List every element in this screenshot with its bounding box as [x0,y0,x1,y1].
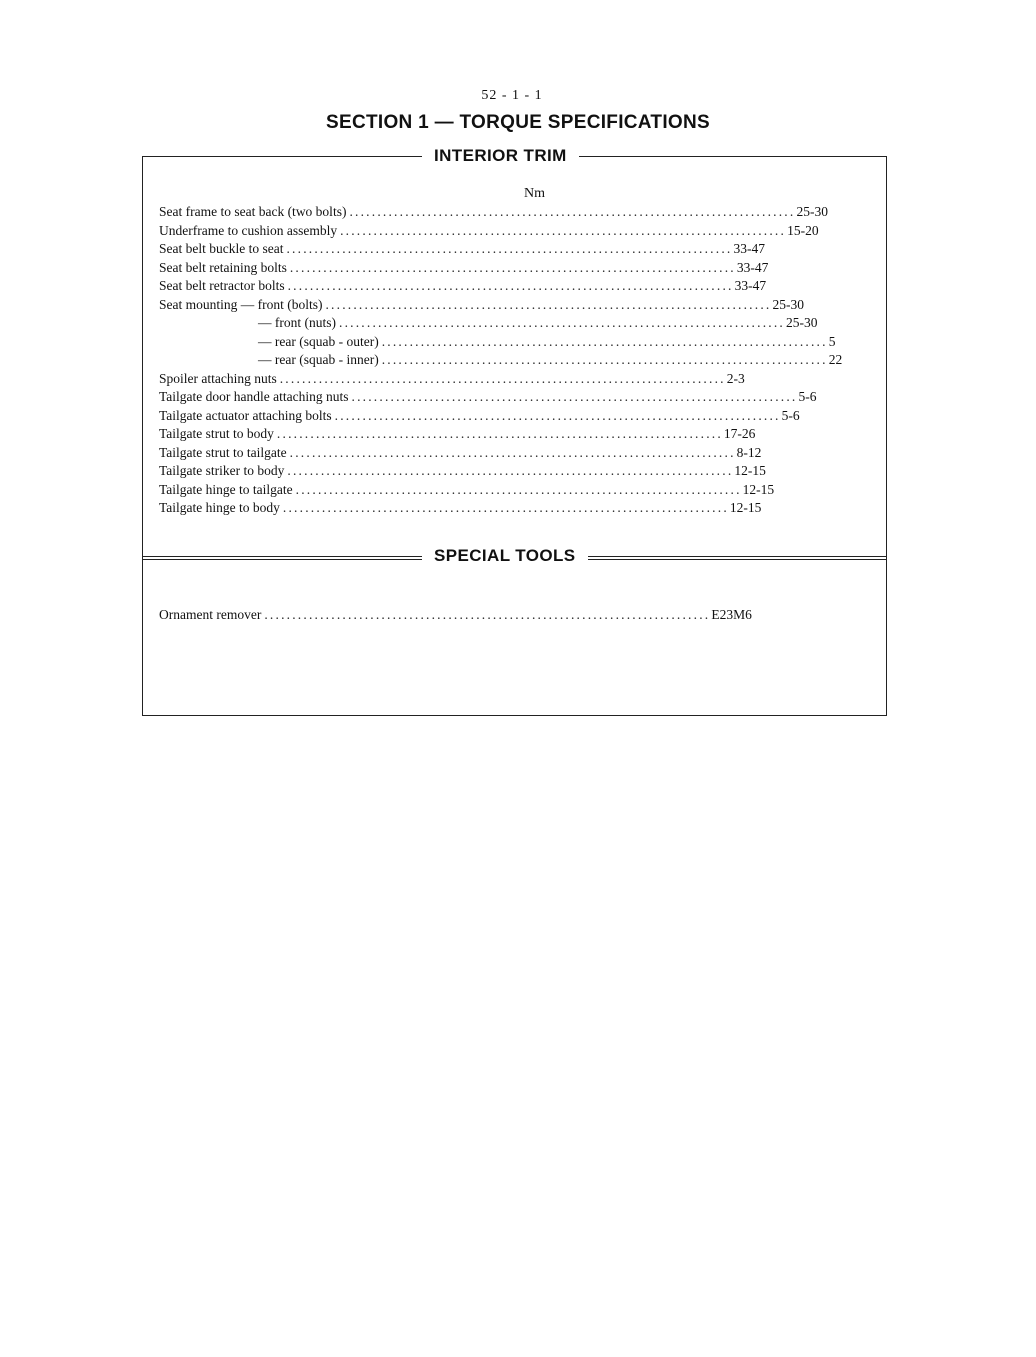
interior-trim-box [142,146,887,560]
dot-leader: ................................................................................ [381,352,828,367]
spec-value: 17-26 [723,426,756,441]
spec-value: 33-47 [734,278,767,293]
spec-label: Tailgate striker to body [159,463,285,478]
spec-label: — rear (squab - inner) [258,352,379,367]
torque-spec-row [159,203,828,222]
dot-leader: ................................................................................ [339,315,785,330]
spec-label: Tailgate hinge to body [159,500,280,515]
spec-value: 5 [828,333,836,349]
heading-rule-left [142,156,422,157]
spec-value: 5-6 [798,389,817,404]
spec-value: 25-30 [772,296,804,312]
interior-trim-heading: INTERIOR TRIM [422,146,579,166]
spec-label: Tailgate door handle attaching nuts [159,389,349,404]
spec-value: 2-3 [726,370,745,386]
torque-spec-row [159,425,756,444]
spec-value: 5-6 [781,407,800,423]
torque-spec-row [159,277,767,296]
heading-rule-right [579,156,887,157]
dot-leader: ................................................................................ [289,259,736,275]
dot-leader: ................................................................................ [381,333,828,349]
spec-value: 8-12 [736,444,762,460]
spec-value: 33-47 [736,259,769,275]
torque-spec-row [159,222,819,241]
spec-label: Tailgate hinge to tailgate [159,481,293,497]
torque-spec-row [159,388,817,407]
unit-header: Nm [524,186,545,201]
spec-label: — rear (squab - outer) [258,333,379,349]
spec-value: 25-30 [786,315,818,330]
torque-spec-row [159,407,800,426]
spec-value: 12-15 [742,481,775,497]
dot-leader: ................................................................................ [289,444,736,460]
spec-value: 15-20 [787,222,819,238]
page-number: 52 - 1 - 1 [481,88,543,103]
special-tools-list [159,606,752,625]
torque-spec-row [159,370,745,389]
spec-label: Seat belt buckle to seat [159,241,284,256]
torque-spec-row [159,462,766,481]
dot-leader: ................................................................................ [349,204,796,219]
spec-label: Seat belt retaining bolts [159,259,287,275]
dot-leader: ................................................................................ [287,463,734,478]
spec-label: Tailgate actuator attaching bolts [159,407,332,423]
dot-leader: ................................................................................ [276,426,723,441]
dot-leader: ................................................................................ [264,607,711,622]
torque-spec-row [159,333,836,352]
spec-label: Tailgate strut to tailgate [159,444,287,460]
spec-label: Underframe to cushion assembly [159,222,338,238]
spec-value: 12-15 [734,463,766,478]
spec-label: — front (nuts) [258,315,336,330]
heading-rule-right [588,556,887,557]
dot-leader: ................................................................................ [334,407,781,423]
spec-label: Seat belt retractor bolts [159,278,285,293]
spec-label: Spoiler attaching nuts [159,370,277,386]
section-title: SECTION 1 — TORQUE SPECIFICATIONS [326,112,710,133]
torque-spec-row [159,481,775,500]
special-tool-row [159,606,752,625]
spec-value: 33-47 [733,241,765,256]
torque-spec-row [159,296,804,315]
special-tools-heading: SPECIAL TOOLS [422,546,588,566]
dot-leader: ................................................................................ [287,278,734,293]
special-tools-heading-row [142,545,887,567]
spec-value: 25-30 [796,204,828,219]
spec-label: Ornament remover [159,607,262,622]
spec-label: Seat frame to seat back (two bolts) [159,204,347,219]
torque-spec-list [159,203,843,518]
dot-leader: ................................................................................ [325,296,772,312]
interior-trim-heading-row [142,145,887,167]
torque-spec-row [159,314,818,333]
spec-value: 22 [828,352,843,367]
dot-leader: ................................................................................ [351,389,798,404]
heading-rule-left [142,556,422,557]
special-tools-box [142,546,887,716]
spec-label: Tailgate strut to body [159,426,274,441]
dot-leader: ................................................................................ [286,241,733,256]
torque-spec-row [159,351,843,370]
torque-spec-row [159,259,769,278]
dot-leader: ................................................................................ [340,222,787,238]
spec-value: 12-15 [729,500,762,515]
spec-value: E23M6 [711,607,752,622]
torque-spec-row [159,240,765,259]
torque-spec-row [159,444,762,463]
dot-leader: ................................................................................ [282,500,729,515]
dot-leader: ................................................................................ [279,370,726,386]
torque-spec-row [159,499,762,518]
dot-leader: ................................................................................ [295,481,742,497]
spec-label: Seat mounting — front (bolts) [159,296,323,312]
